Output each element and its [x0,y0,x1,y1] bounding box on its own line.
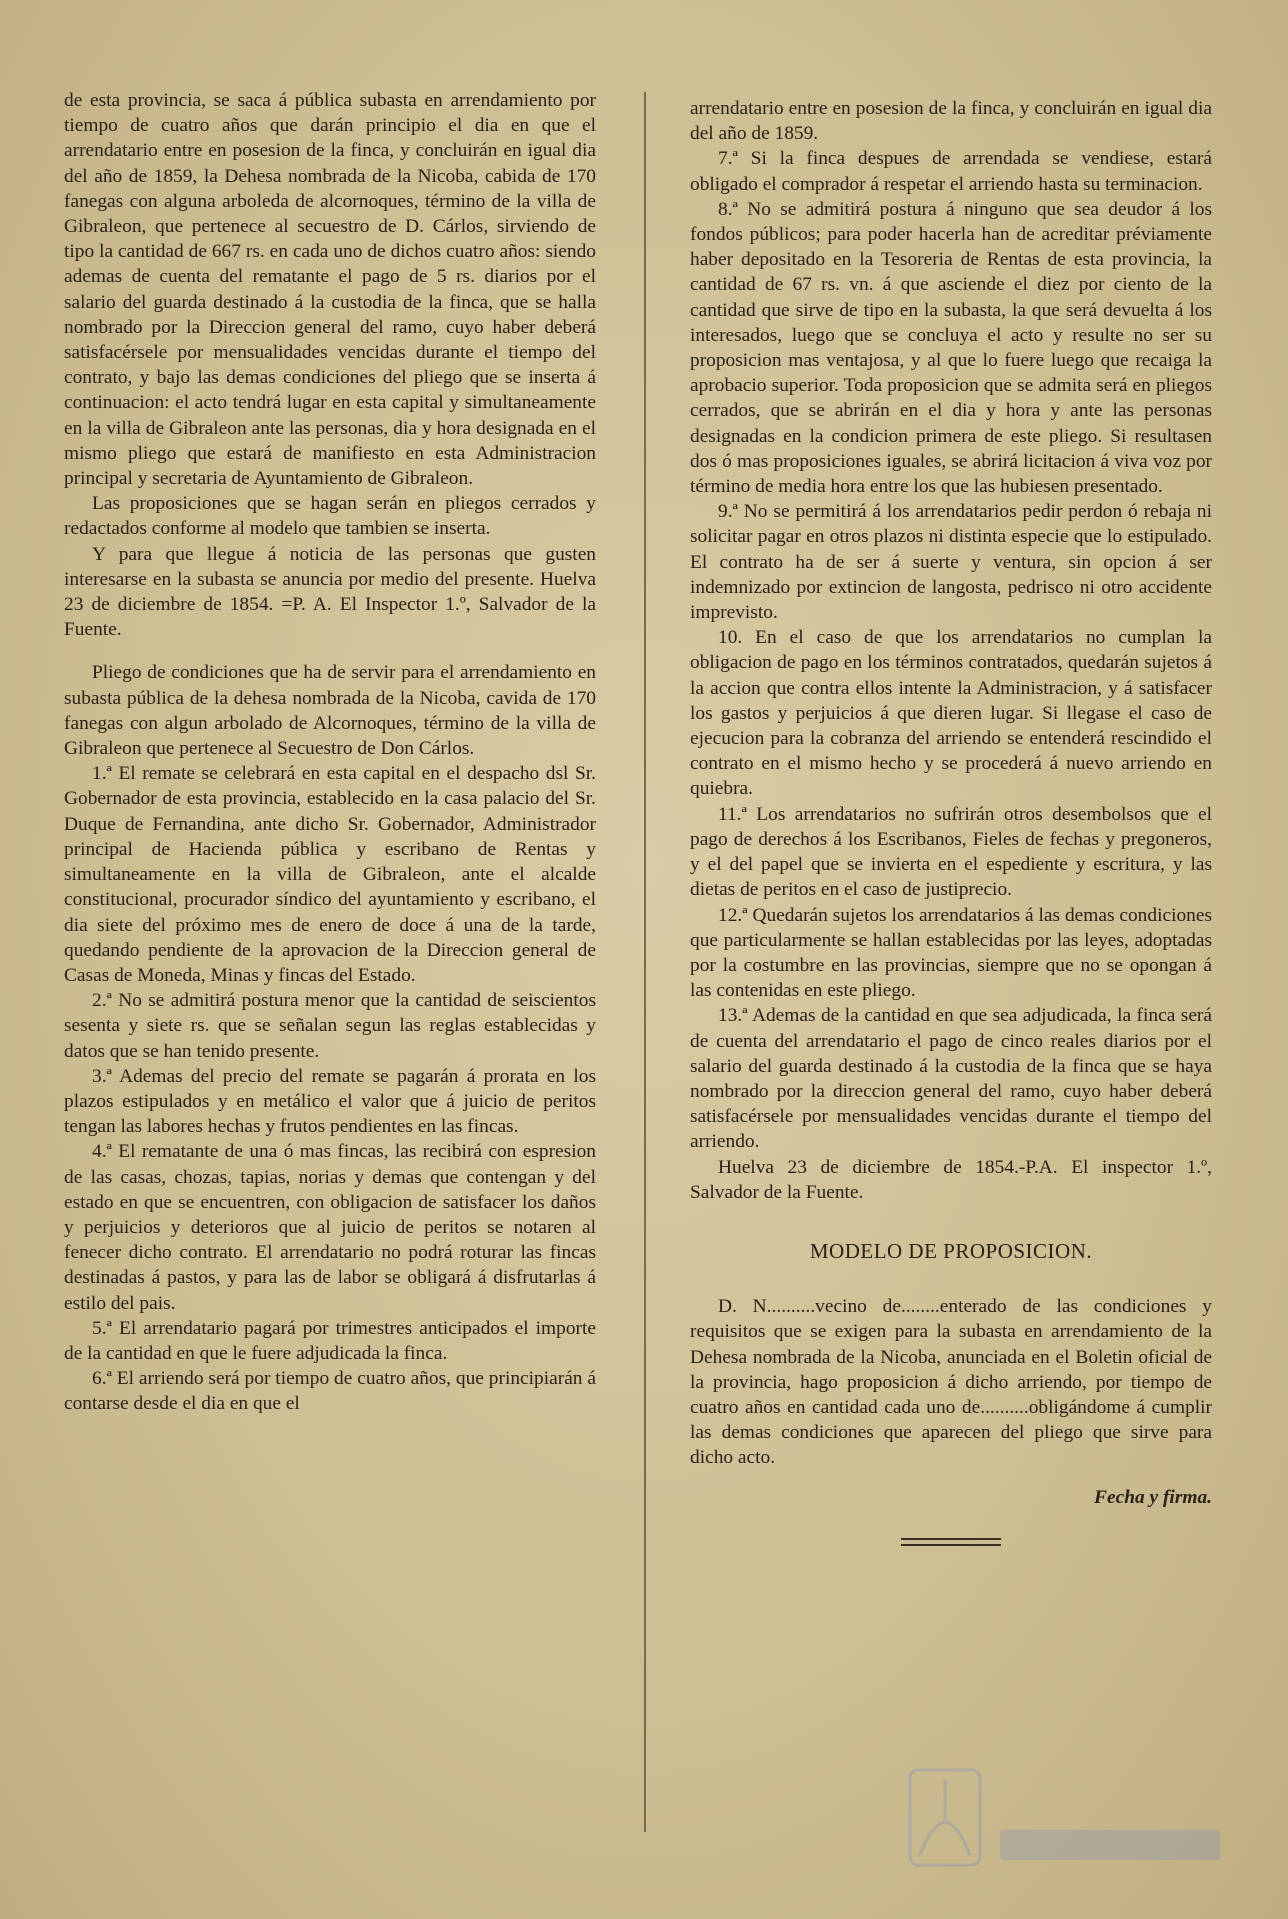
condition-11: 11.ª Los arrendatarios no sufrirán otros desembolsos que el pago de derechos á los Escribanos, Fieles de fechas y pregoneros, y el del papel que se invierta en el espediente y escritura, y las dietas de peritos en el caso de justiprecio. [690,803,1212,901]
closing-rule [901,1538,1001,1546]
announcement-paragraph: de esta provincia, se saca á pública subasta en arrendamiento por tiempo de cuatro años que darán principio el dia en que el arrendatario entre en posesion de la finca, y concluirán en igual dia del año de 1859, la Dehesa nombrada de la Nicoba, cabida de 170 fanegas con alguna arboleda de alcornoques, término de la villa de Gibraleon, que pertenece al secuestro de D. Cárlos, sirviendo de tipo la cantidad de 667 rs. en cada uno de dichos cuatro años: siendo ademas de cuenta del rematante el pago de 5 rs. diarios por el salario del guarda destinado á la custodia de la finca, que se halla nombrado por la Direccion general del ramo, cuyo haber deberá satisfacérsele por mensualidades vencidas durante el tiempo del contrato, y bajo las demas condiciones del pliego que se inserta á continuacion: el acto tendrá lugar en esta capital y simultaneamente en la villa de Gibraleon ante las personas, dia y hora designada en el mismo pliego que estará de manifiesto en esta Administracion principal y secretaria de Ayuntamiento de Gibraleon. [64,90,596,490]
right-column [690,96,1212,1546]
condition-12: 12.ª Quedarán sujetos los arrendatarios á las demas condiciones que particularmente se hallan establecidas por las leyes, adoptadas por la costumbre en las provincias, siempre que no se opongan á las contenidas en este pliego. [690,904,1212,1002]
column-divider [644,92,646,1832]
condition-6-continued: arrendatario entre en posesion de la finca, y concluirán en igual dia del año de 1859. [690,98,1212,145]
condition-2: 2.ª No se admitirá postura menor que la cantidad de seiscientos sesenta y siete rs. que se señalan segun las reglas establecidas y datos que se han tenido presente. [64,990,596,1062]
condition-4: 4.ª El rematante de una ó mas fincas, las recibirá con espresion de las casas, chozas, tapias, norias y demas que contengan y del estado en que se encuentren, con obligacion de satisfacer los daños y perjuicios y deterioros que al juicio de peritos se notaren al fenecer dicho contrato. El arrendatario no podrá roturar las fincas destinadas á pastos, y para las de labor se obligará á disfrutarlas á estilo del pais. [64,1141,596,1314]
model-heading: MODELO DE PROPOSICION. [809,1238,1093,1263]
model-text: D. N..........vecino de........enterado de las condiciones y requisitos que se exigen para la subasta en arrendamiento de la Dehesa nombrada de la Nicoba, anunciada en el Boletin oficial de la provincia, hago proposicion á dicho arriendo, por tiempo de cuatro años en cantidad cada uno de..........obligándome á cumplir las demas condiciones que aparecen del pliego que sirve para dicho acto. [690,1296,1212,1469]
condition-8: 8.ª No se admitirá postura á ninguno que sea deudor á los fondos públicos; para poder hacerla han de acreditar préviamente haber depositado en la Tesoreria de Rentas de esta provincia, la cantidad de 67 rs. vn. á que asciende el diez por ciento de la cantidad que sirve de tipo en la subasta, la que será devuelta á los interesados, luego que se concluya el acto y resulte no ser su proposicion mas ventajosa, y al que lo fuere luego que recaiga la aprobacio superior. Toda proposicion que se admita será en pliegos cerrados, que se abrirán en el dia y hora y ante las personas designadas en la condicion primera de este pliego. Si resultasen dos ó mas proposiciones iguales, se abrirá licitacion á viva voz por término de media hora entre los que las hubiesen presentado. [690,198,1212,498]
date-and-signature: Fecha y firma. [1094,1486,1212,1508]
closing-signature: Huelva 23 de diciembre de 1854.-P.A. El inspector 1.º, Salvador de la Fuente. [690,1156,1212,1203]
left-column [64,88,596,1417]
condition-10: 10. En el caso de que los arrendatarios no cumplan la obligacion de pago en los términos contratados, quedarán sujetos á la accion que contra ellos intente la Administracion, y á satisfacer los gastos y perjuicios á que dieren lugar. Si llegase el caso de ejecucion para la cobranza del arriendo se entenderá rescindido el contrato en el mismo hecho y se procederá á nuevo arriendo en quiebra. [690,627,1212,800]
condition-3: 3.ª Ademas del precio del remate se pagarán á prorata en los plazos estipulados y en metálico el valor que á juicio de peritos tengan las labores hechas y frutos pendientes en las fincas. [64,1065,596,1138]
proposals-paragraph: Las proposiciones que se hagan serán en pliegos cerrados y redactados conforme al modelo que tambien se inserta. [64,493,596,540]
condition-1: 1.ª El remate se celebrará en esta capital en el despacho dsl Sr. Gobernador de esta provincia, establecido en la casa palacio del Sr. Duque de Fernandina, ante dicho Sr. Gobernador, Administrador principal de Hacienda pública y escribano de Rentas y simultaneamente en la villa de Gibraleon, ante el alcalde constitucional, procurador síndico del ayuntamiento y escribano, el dia siete del próximo mes de enero de doce á una de la tarde, quedando pendiente de la aprovacion de la Direccion general de Casas de Moneda, Minas y fincas del Estado. [64,763,596,986]
condition-7: 7.ª Si la finca despues de arrendada se vendiese, estará obligado el comprador á respetar el arriendo hasta su terminacion. [690,148,1212,195]
notice-paragraph: Y para que llegue á noticia de las personas que gusten interesarse en la subasta se anuncia por medio del presente. Huelva 23 de diciembre de 1854. =P. A. El Inspector 1.º, Salvador de la Fuente. [64,543,596,641]
condition-5: 5.ª El arrendatario pagará por trimestres anticipados el importe de la cantidad en que le fuere adjudicada la finca. [64,1317,596,1364]
library-watermark-stamp [900,1760,1230,1880]
condition-13: 13.ª Ademas de la cantidad en que sea adjudicada, la finca será de cuenta del arrendatario el pago de cinco reales diarios por el salario del guarda destinado á la custodia de la finca que se haya nombrado por la direccion general del ramo, cuyo haber deberá satisfacérsele por mensualidades vencidas durante el tiempo del arriendo. [690,1005,1212,1153]
condition-6: 6.ª El arriendo será por tiempo de cuatro años, que principiarán á contarse desde el dia en que el [64,1368,596,1415]
condition-9: 9.ª No se permitirá á los arrendatarios pedir perdon ó rebaja ni solicitar pagar en otros plazos ni distinta especie que lo estipulado. El contrato ha de ser á suerte y ventura, sin opcion á ser indemnizado por extincion de langosta, pedrisco ni otro accidente imprevisto. [690,501,1212,624]
conditions-title: Pliego de condiciones que ha de servir para el arrendamiento en subasta pública de la dehesa nombrada de la Nicoba, cavida de 170 fanegas con algun arbolado de Alcornoques, término de la villa de Gibraleon que pertenece al Secuestro de Don Cárlos. [64,662,596,760]
